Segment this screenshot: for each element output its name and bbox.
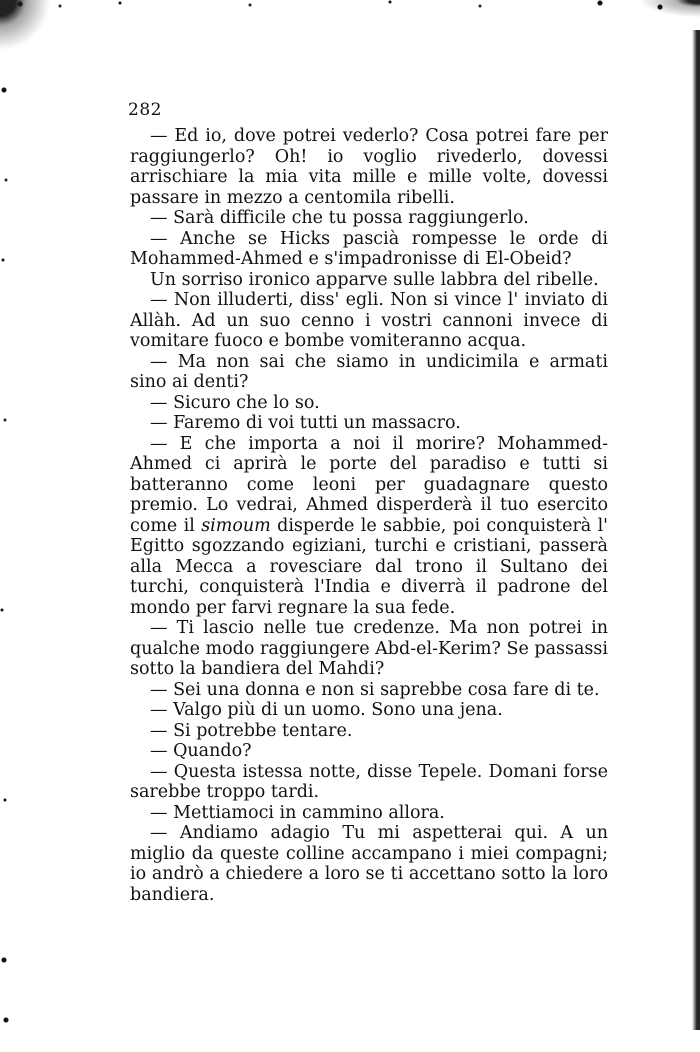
paragraph: — Questa istessa notte, disse Tepele. Domani forse sarebbe troppo tardi. xyxy=(130,761,608,802)
paragraph: — Valgo più di un uomo. Sono una jena. xyxy=(150,700,503,720)
paragraph: — Faremo di voi tutti un massacro. xyxy=(150,413,461,433)
paragraph: — Ma non sai che siamo in undicimila e armati sino ai denti? xyxy=(130,351,608,392)
paragraph: — Quando? xyxy=(150,741,252,761)
scan-noise-top xyxy=(0,0,700,14)
body-text xyxy=(130,126,608,905)
scan-noise-left xyxy=(0,0,14,1052)
paragraph: — Sei una donna e non si saprebbe cosa fare di te. xyxy=(150,679,600,700)
paragraph: — Anche se Hicks pascià rompesse le orde di Mohammed-Ahmed e s'impadronisse di El-Obeid? xyxy=(130,228,608,269)
paragraph: — E che importa a noi il morire? Mohammed-Ahmed ci aprirà le porte del paradiso e tutti si batteranno come leoni per guadagnare questo premio. Lo vedrai, Ahmed disperderà il tuo esercito come il simoum disperde le sabbie, poi conquisterà l' Egitto sgozzando egiziani, turchi e cristiani, passerà alla Mecca a rovesciare dal trono il Sultano dei turchi, conquisterà l'India e diverrà il padrone del mondo per farvi regnare la sua fede. xyxy=(130,433,608,618)
italic-word: simoum xyxy=(201,515,271,536)
scan-shadow-top-right xyxy=(610,0,700,26)
paragraph: Un sorriso ironico apparve sulle labbra del ribelle. xyxy=(150,269,599,290)
paragraph: — Sarà difficile che tu possa raggiungerlo. xyxy=(150,208,529,228)
paragraph: — Andiamo adagio Tu mi aspetterai qui. A un miglio da queste colline accampano i miei compagni; io andrò a chiedere a loro se ti accettano sotto la loro bandiera. xyxy=(130,823,608,905)
paragraph: — Si potrebbe tentare. xyxy=(150,720,353,741)
paragraph: — Sicuro che lo so. xyxy=(150,392,320,413)
paragraph: — Mettiamoci in cammino allora. xyxy=(150,802,445,823)
scan-shadow-right xyxy=(692,30,700,1030)
paragraph: — Ed io, dove potrei vederlo? Cosa potrei fare per raggiungerlo? Oh! io voglio rivederlo, dovessi arrischiare la mia vita mille e mille volte, dovessi passare in mezzo a centomila ribelli. xyxy=(130,126,608,208)
paragraph: — Non illuderti, diss' egli. Non si vince l' inviato di Allàh. Ad un suo cenno i vostri cannoni invece di vomitare fuoco e bombe vomiteranno acqua. xyxy=(130,290,608,351)
paragraph: — Ti lascio nelle tue credenze. Ma non potrei in qualche modo raggiungere Abd-el-Kerim? Se passassi sotto la bandiera del Mahdi? xyxy=(130,618,608,679)
page-number: 282 xyxy=(128,100,162,120)
